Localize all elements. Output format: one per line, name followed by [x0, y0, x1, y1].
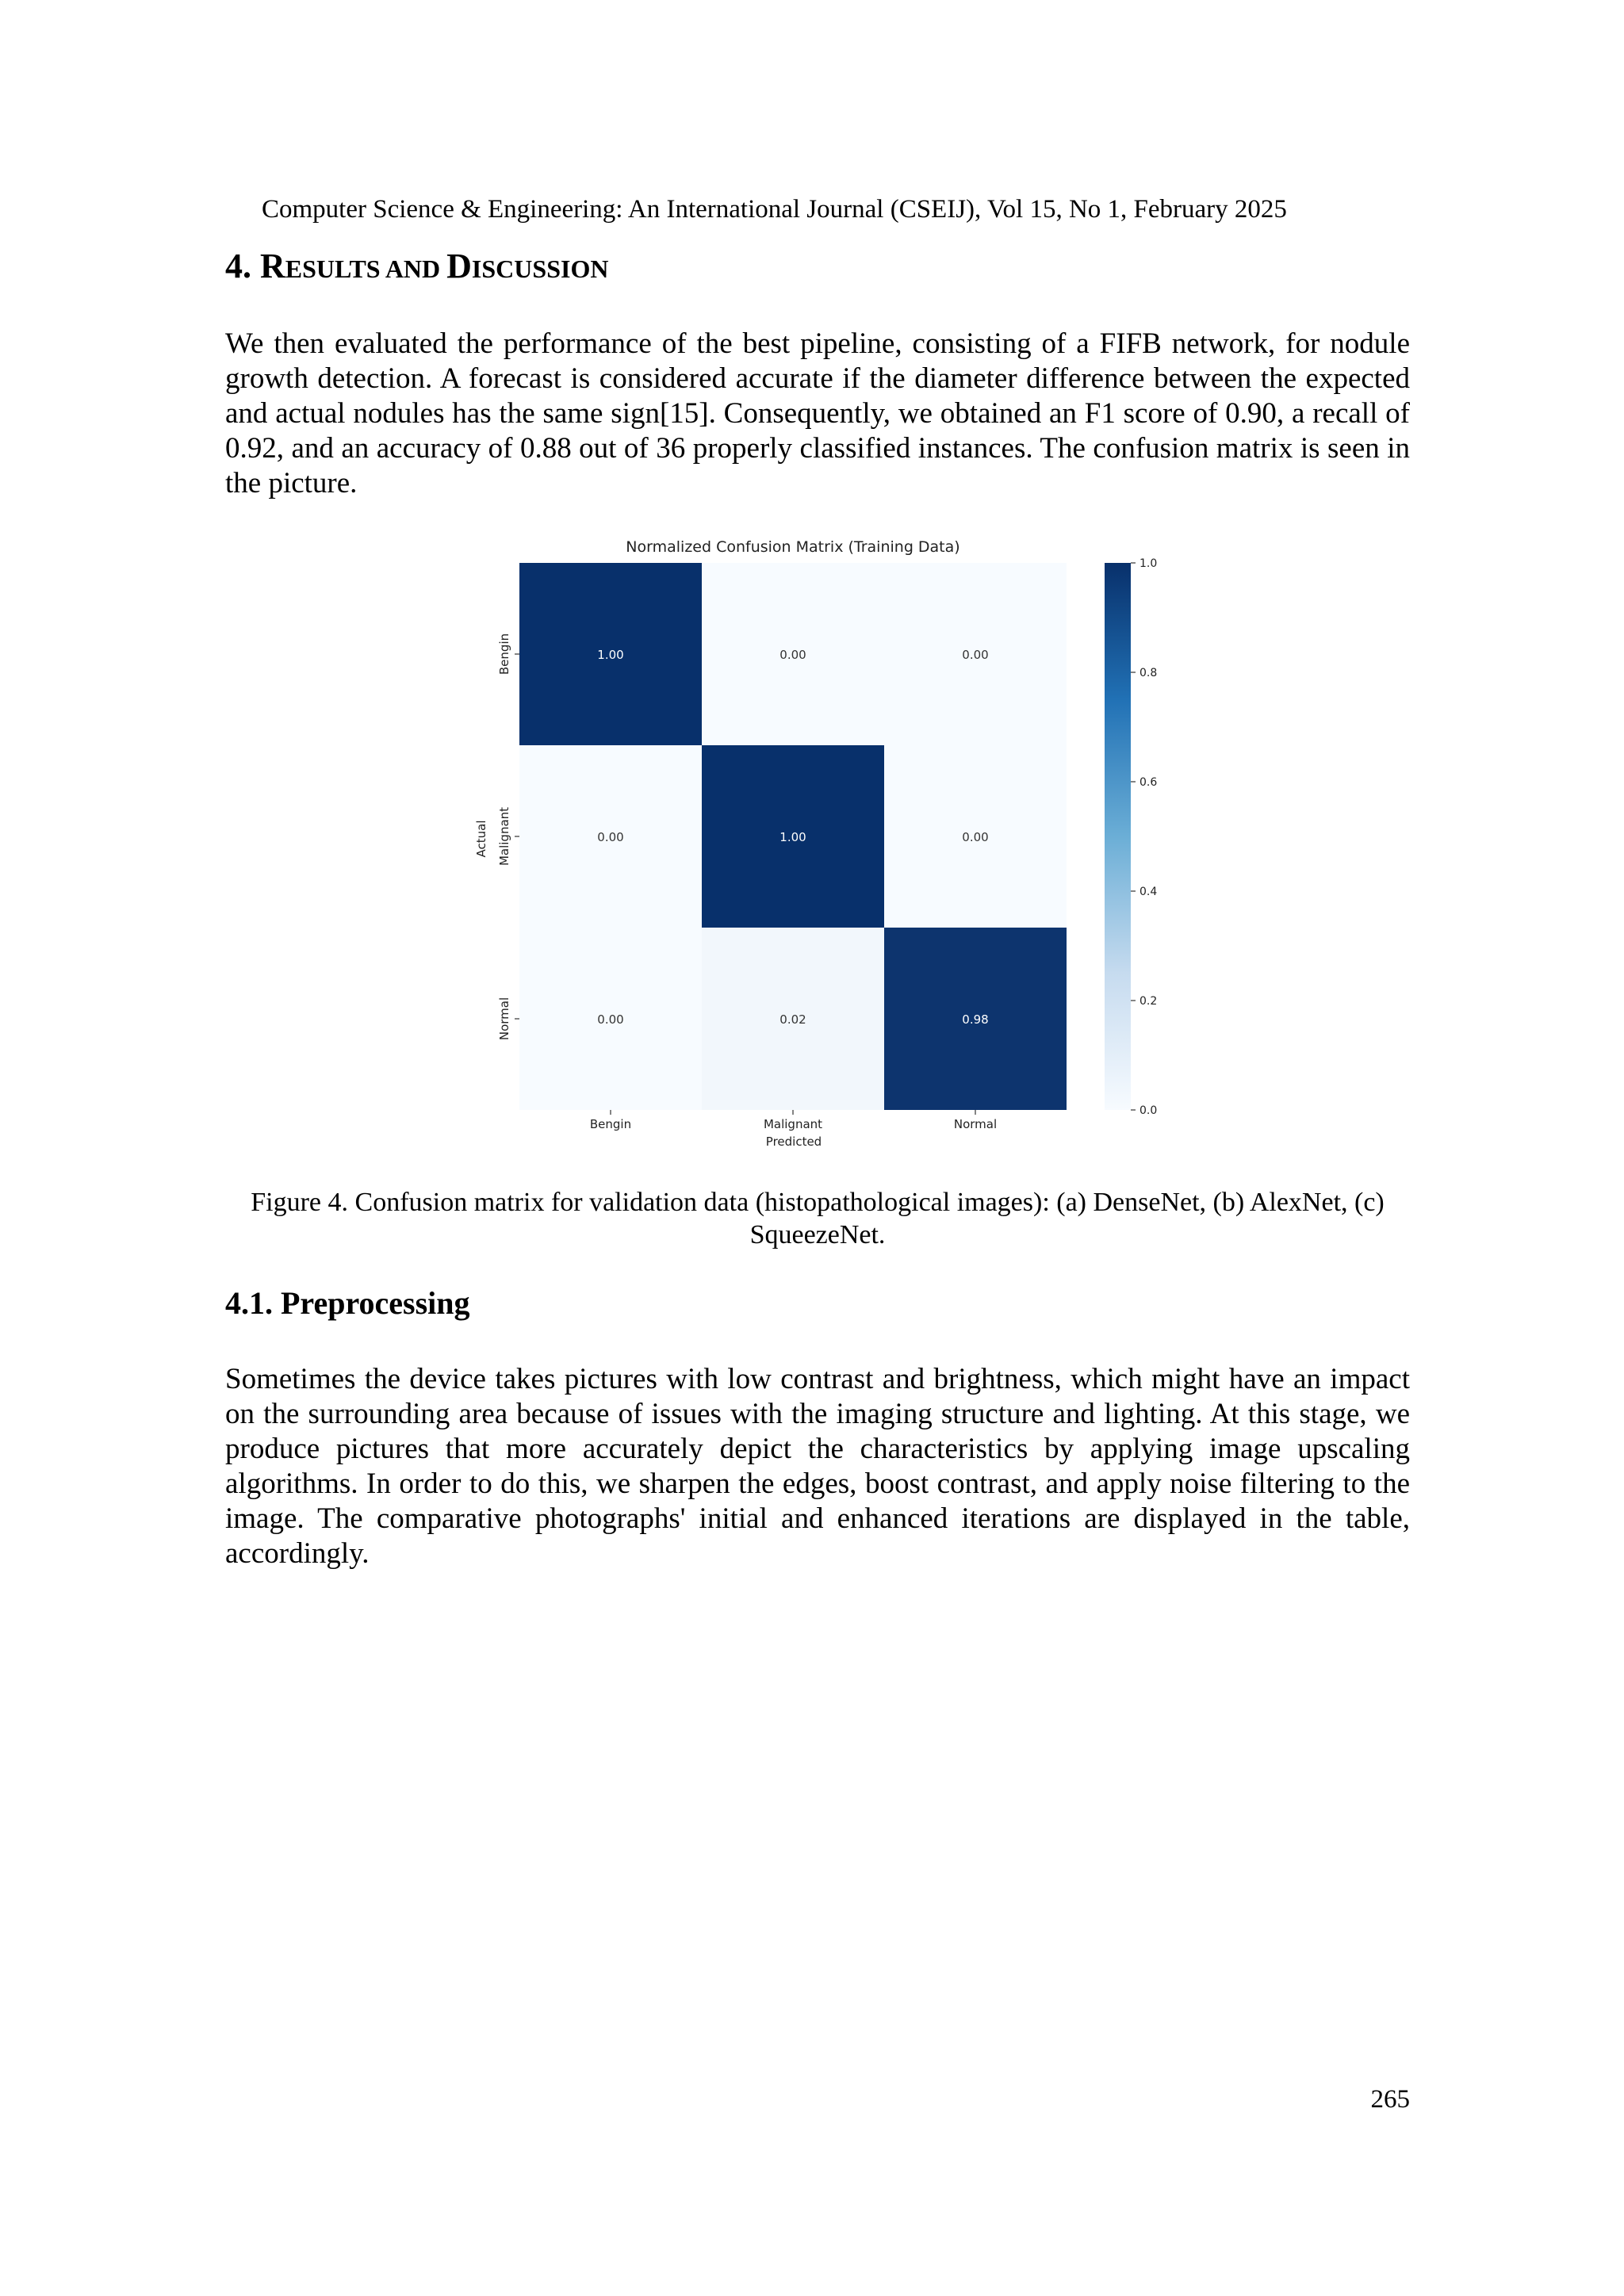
y-tick-label: Bengin — [497, 633, 511, 675]
figure-caption: Figure 4. Confusion matrix for validation data (histopathological images): (a) DenseNet, (b) AlexNet, (c) SqueezeNet. — [251, 1188, 1385, 1249]
cell-value-label: 1.00 — [779, 830, 806, 844]
confusion-matrix-figure — [444, 531, 1174, 1158]
cell-value-label: 0.00 — [962, 648, 989, 662]
cell-value-label: 0.00 — [597, 1012, 624, 1027]
page-number: 265 — [1370, 2085, 1410, 2114]
section-title — [225, 246, 608, 286]
y-tick-labels — [497, 633, 519, 1040]
section-number: 4. — [225, 247, 260, 285]
colorbar-tick-label: 0.0 — [1139, 1104, 1158, 1117]
y-tick-label: Malignant — [497, 806, 511, 867]
x-tick-label: Bengin — [589, 1117, 632, 1131]
running-header: Computer Science & Engineering: An International Journal (CSEIJ), Vol 15, No 1, February 2025 — [262, 195, 1287, 224]
confusion-matrix-chart — [444, 531, 1174, 1158]
chart-title: Normalized Confusion Matrix (Training Data) — [626, 538, 960, 556]
subsection-title: 4.1. Preprocessing — [225, 1285, 470, 1321]
y-axis-label: Actual — [474, 820, 488, 858]
y-tick-label: Normal — [497, 997, 511, 1041]
cell-value-label: 0.00 — [962, 830, 989, 844]
paragraph-preprocessing: Sometimes the device takes pictures with low contrast and brightness, which might have an impact on the surrounding area because of issues with the imaging structure and lighting. At this stage, we produce pictures that more accurately depict the characteristics by applying image upscaling algorithms. In order to do this, we sharpen the edges, boost contrast, and apply noise filtering to the image. The comparative photographs' initial and enhanced iterations are displayed in the table, accordingly. — [225, 1363, 1410, 1570]
colorbar-ticks — [1131, 557, 1157, 1117]
x-tick-label: Normal — [953, 1117, 998, 1131]
colorbar-tick-label: 0.8 — [1139, 667, 1158, 679]
section-title-part: D — [446, 247, 472, 285]
section-title-part: ESULTS AND — [285, 254, 447, 283]
section-title-part: ISCUSSION — [471, 254, 609, 283]
colorbar — [1105, 563, 1131, 1110]
cell-value-label: 0.00 — [597, 830, 624, 844]
colorbar-tick-label: 1.0 — [1139, 557, 1158, 570]
cell-value-label: 0.98 — [962, 1012, 989, 1027]
cell-value-label: 0.02 — [779, 1012, 806, 1027]
cell-value-label: 1.00 — [597, 648, 624, 662]
heatmap-cells — [519, 563, 1067, 1110]
section-title-part: R — [260, 247, 285, 285]
x-tick-label: Malignant — [763, 1117, 823, 1131]
colorbar-tick-label: 0.2 — [1139, 995, 1158, 1008]
colorbar-tick-label: 0.6 — [1139, 776, 1158, 789]
colorbar-tick-label: 0.4 — [1139, 886, 1158, 898]
x-axis-label: Predicted — [765, 1135, 822, 1149]
paragraph-results: We then evaluated the performance of the best pipeline, consisting of a FIFB network, for nodule growth detection. A forecast is considered accurate if the diameter difference between the expected and actual nodules has the same sign[15]. Consequently, we obtained an F1 score of 0.90, a recall of 0.92, and an accuracy of 0.88 out of 36 properly classified instances. The confusion matrix is seen in the picture. — [225, 327, 1410, 499]
cell-value-label: 0.00 — [779, 648, 806, 662]
x-tick-labels — [590, 1110, 997, 1131]
